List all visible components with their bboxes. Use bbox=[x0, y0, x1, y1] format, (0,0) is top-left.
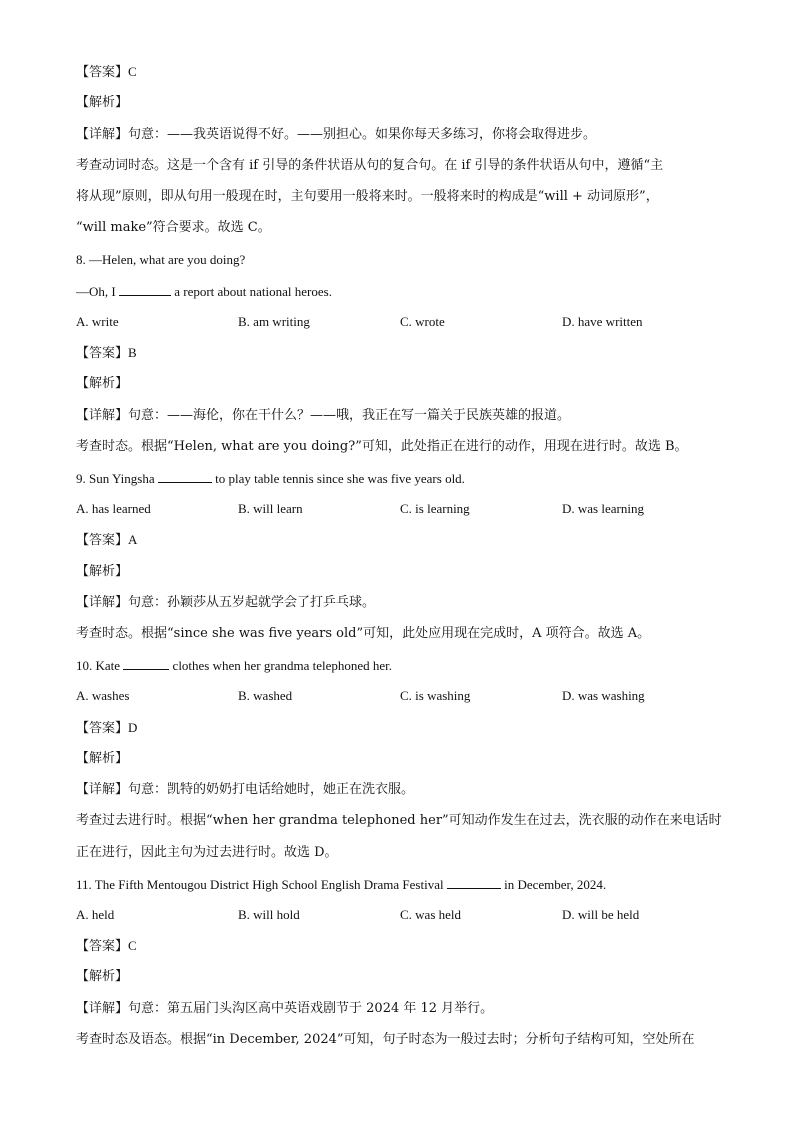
detail-text: 句意：——我英语说得不好。——别担心。如果你每天多练习，你将会取得进步。 bbox=[128, 127, 597, 142]
detail-line bbox=[76, 408, 726, 424]
explanation-line: 正在进行，因此主句为过去进行时。故选 D。 bbox=[76, 845, 338, 860]
option-b: B. am writing bbox=[238, 314, 310, 329]
explanation-line: 将从现”原则，即从句用一般现在时，主句要用一般将来时。一般将来时的构成是“will + 动词原形”， bbox=[76, 189, 659, 204]
stem-part: 9. Sun Yingsha bbox=[76, 471, 155, 486]
explanation-line: 考查时态。根据“since she was five years old”可知，此处应用现在完成时，A 项符合。故选 A。 bbox=[76, 626, 651, 641]
answer-tag: 【答案】 bbox=[76, 721, 129, 736]
answer-value: A bbox=[128, 532, 138, 547]
answer-value: D bbox=[128, 720, 138, 735]
analysis-heading: 【解析】 bbox=[76, 564, 129, 579]
stem-part: clothes when her grandma telephoned her. bbox=[172, 658, 393, 673]
detail-tag: 【详解】 bbox=[76, 408, 129, 423]
detail-tag: 【详解】 bbox=[76, 1001, 129, 1016]
stem-part: to play table tennis since she was five years old. bbox=[215, 471, 465, 486]
answer-blank bbox=[447, 876, 501, 889]
detail-tag: 【详解】 bbox=[76, 127, 129, 142]
option-d: D. have written bbox=[562, 314, 643, 329]
option-c: C. is washing bbox=[400, 688, 471, 703]
explanation-line: 考查动词时态。这是一个含有 if 引导的条件状语从句的复合句。在 if 引导的条件状语从句中，遵循“主 bbox=[76, 158, 664, 173]
analysis-heading: 【解析】 bbox=[76, 376, 129, 391]
answer-blank bbox=[123, 657, 169, 670]
detail-line bbox=[76, 782, 726, 798]
option-a: A. write bbox=[76, 314, 119, 329]
answer-value: B bbox=[128, 345, 137, 360]
option-a: A. held bbox=[76, 907, 115, 922]
option-c: C. was held bbox=[400, 907, 462, 922]
explanation-line: 考查过去进行时。根据“when her grandma telephoned her”可知动作发生在过去，洗衣服的动作在来电话时 bbox=[76, 813, 722, 828]
option-c: C. wrote bbox=[400, 314, 445, 329]
analysis-heading: 【解析】 bbox=[76, 95, 129, 110]
question-stem bbox=[76, 657, 726, 674]
detail-text: 句意：——海伦，你在干什么？——哦，我正在写一篇关于民族英雄的报道。 bbox=[128, 408, 571, 423]
option-b: B. washed bbox=[238, 688, 293, 703]
answer-blank bbox=[158, 470, 212, 483]
answer-blank bbox=[119, 283, 171, 296]
option-d: D. was learning bbox=[562, 501, 644, 516]
question-stem bbox=[76, 283, 726, 300]
stem-part: in December, 2024. bbox=[504, 877, 607, 892]
question-stem: 8. —Helen, what are you doing? bbox=[76, 252, 246, 267]
answer-line bbox=[76, 938, 726, 955]
detail-text: 句意：孙颖莎从五岁起就学会了打乒乓球。 bbox=[128, 595, 376, 610]
explanation-line: “will make”符合要求。故选 C。 bbox=[76, 220, 271, 235]
answer-tag: 【答案】 bbox=[76, 346, 129, 361]
detail-tag: 【详解】 bbox=[76, 595, 129, 610]
answer-tag: 【答案】 bbox=[76, 939, 129, 954]
stem-part: —Oh, I bbox=[76, 284, 116, 299]
answer-value: C bbox=[128, 938, 137, 953]
option-b: B. will learn bbox=[238, 501, 303, 516]
detail-text: 句意：凯特的奶奶打电话给她时，她正在洗衣服。 bbox=[128, 782, 415, 797]
analysis-heading: 【解析】 bbox=[76, 751, 129, 766]
detail-line bbox=[76, 127, 726, 143]
answer-value: C bbox=[128, 64, 137, 79]
detail-text: 句意：第五届门头沟区高中英语戏剧节于 2024 年 12 月举行。 bbox=[128, 1001, 494, 1016]
option-c: C. is learning bbox=[400, 501, 470, 516]
option-d: D. will be held bbox=[562, 907, 640, 922]
detail-line bbox=[76, 1001, 726, 1017]
answer-line bbox=[76, 345, 726, 362]
answer-line bbox=[76, 64, 726, 81]
question-stem bbox=[76, 876, 726, 893]
analysis-heading: 【解析】 bbox=[76, 969, 129, 984]
answer-line bbox=[76, 720, 726, 737]
detail-line bbox=[76, 595, 726, 611]
explanation-line: 考查时态及语态。根据“in December, 2024”可知，句子时态为一般过去时；分析句子结构可知，空处所在 bbox=[76, 1032, 695, 1047]
option-d: D. was washing bbox=[562, 688, 645, 703]
question-stem bbox=[76, 470, 726, 487]
answer-tag: 【答案】 bbox=[76, 65, 129, 80]
stem-part: 11. The Fifth Mentougou District High School English Drama Festival bbox=[76, 877, 444, 892]
stem-part: a report about national heroes. bbox=[174, 284, 332, 299]
option-a: A. has learned bbox=[76, 501, 151, 516]
detail-tag: 【详解】 bbox=[76, 782, 129, 797]
explanation-line: 考查时态。根据“Helen, what are you doing?”可知，此处指正在进行的动作，用现在进行时。故选 B。 bbox=[76, 439, 688, 454]
answer-tag: 【答案】 bbox=[76, 533, 129, 548]
stem-part: 10. Kate bbox=[76, 658, 121, 673]
option-b: B. will hold bbox=[238, 907, 300, 922]
answer-line bbox=[76, 532, 726, 549]
option-a: A. washes bbox=[76, 688, 130, 703]
